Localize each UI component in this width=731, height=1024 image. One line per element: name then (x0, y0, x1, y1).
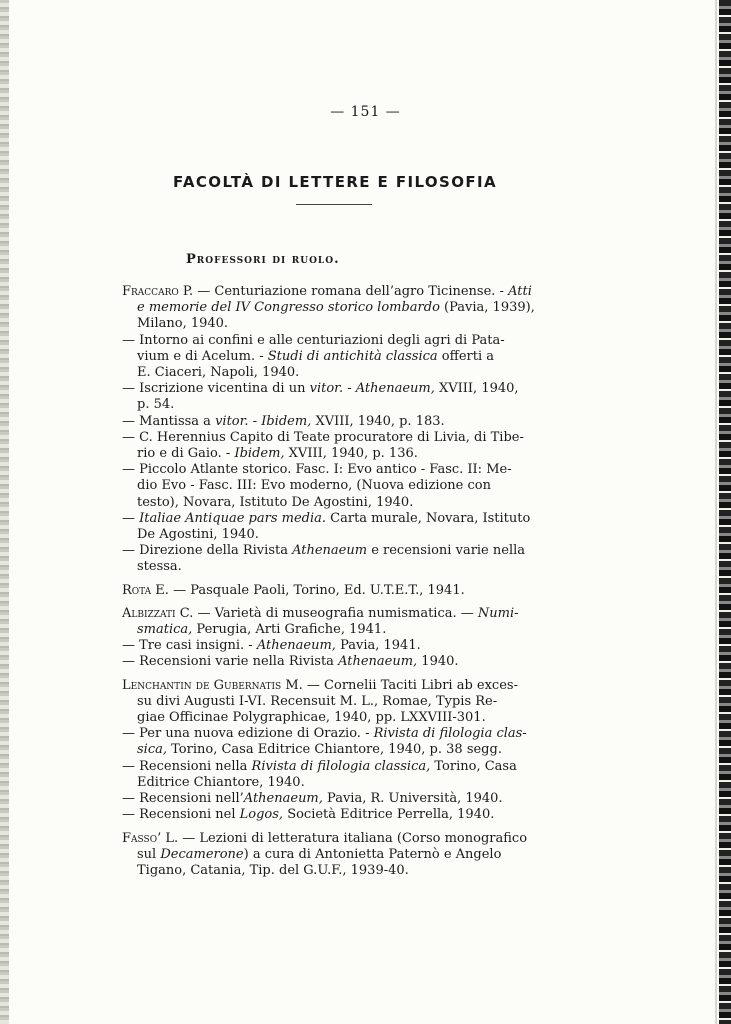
bib-text: — Pasquale Paoli, Torino, Ed. U.T.E.T., 1941. (168, 582, 465, 598)
bib-text: — Recensioni varie nella Rivista (122, 654, 339, 670)
bib-title: Ibidem, (234, 446, 285, 462)
bib-text: — Cornelii Taciti Libri ab exces- (302, 677, 518, 693)
bib-line (122, 622, 546, 638)
page-edge-shadow (715, 0, 717, 1024)
bib-line (122, 349, 546, 365)
bib-text: Pavia, 1941. (335, 638, 421, 654)
section-title: FACOLTÀ DI LETTERE E FILOSOFIA (172, 173, 498, 191)
bib-text: - (248, 413, 262, 429)
bib-line: giae Officinae Polygraphicae, 1940, pp. LXXVIII-301. (137, 710, 486, 726)
bib-text: — Tre casi insigni. - (122, 638, 257, 654)
bib-line: dio Evo - Fasc. III: Evo moderno, (Nuova edizione con (137, 478, 491, 494)
bib-text: — (122, 510, 140, 526)
bib-text: ) a cura di Antonietta Paternò e Angelo (243, 846, 502, 862)
bib-text: 1940. (417, 654, 459, 670)
bib-text: Carta murale, Novara, Istituto (326, 510, 531, 526)
bib-text: Società Editrice Perrella, 1940. (283, 807, 495, 823)
bib-line (122, 726, 546, 742)
bib-line: E. Ciaceri, Napoli, 1940. (137, 365, 300, 381)
author-name: Fasso’ L. (122, 830, 179, 846)
bib-text: Torino, Casa Editrice Chiantore, 1940, p. 38 segg. (167, 742, 502, 758)
bib-title: Rivista di filologia clas- (373, 726, 527, 742)
bib-text: rio e di Gaio. - (137, 446, 235, 462)
bib-text: Pavia, R. Università, 1940. (322, 791, 503, 807)
bib-line (122, 791, 546, 807)
bib-line: Tigano, Catania, Tip. del G.U.F., 1939-40. (137, 862, 409, 878)
bib-text: — Varietà di museografia numismatica. — (193, 605, 478, 621)
bib-line (122, 414, 546, 430)
bib-line: su divi Augusti I-VI. Recensuit M. L., Romae, Typis Re- (137, 693, 498, 709)
bib-line (122, 807, 546, 823)
bib-title: Decamerone (160, 846, 244, 862)
bib-line (122, 847, 546, 863)
bib-title: Athenaeum, (355, 381, 435, 397)
bib-line: — Intorno ai confini e alle centuriazioni degli agri di Pata- (122, 332, 505, 348)
bib-text: — Direzione della Rivista (122, 543, 293, 559)
bib-text: — Centuriazione romana dell’agro Ticinense. - (193, 284, 509, 299)
bib-line (122, 543, 546, 559)
bib-title: sica, (137, 742, 167, 758)
page-edge-left (0, 0, 9, 1024)
bib-line (122, 583, 546, 599)
bib-line: testo), Novara, Istituto De Agostini, 1940. (137, 494, 414, 510)
bib-title: e memorie del IV Congresso storico lombardo (137, 300, 440, 316)
entry-fasso (122, 831, 546, 880)
bib-text: (Pavia, 1939), (439, 300, 535, 316)
author-name: Fraccaro P. (122, 284, 194, 299)
bib-line: stessa. (137, 559, 182, 575)
bib-title: Athenaeum, (338, 654, 418, 670)
bib-line (122, 446, 546, 462)
bib-text: — Recensioni nell’ (122, 791, 244, 807)
subsection-heading: Professori di ruolo. (186, 252, 340, 267)
author-name: Rota E. (122, 582, 169, 598)
bib-line (122, 759, 546, 775)
bib-title: Numi- (477, 605, 519, 621)
bib-title: Athenaeum, (256, 638, 336, 654)
bib-line (122, 606, 546, 622)
author-name: Albizzati C. (122, 605, 194, 621)
bib-text: — Recensioni nel (122, 807, 240, 823)
bib-line: De Agostini, 1940. (137, 527, 259, 543)
bib-title: Studi di antichità classica (267, 348, 438, 364)
bib-line (122, 678, 546, 694)
bib-text: — Iscrizione vicentina di un (122, 381, 310, 397)
bib-line (122, 284, 546, 300)
bib-text: Perugia, Arti Grafiche, 1941. (192, 622, 387, 638)
bibliography-list (122, 284, 546, 886)
entry-lenchantin (122, 678, 546, 824)
bib-text: Torino, Casa (430, 758, 517, 774)
bib-title: Athenaeum (292, 543, 368, 559)
bib-line: Editrice Chiantore, 1940. (137, 774, 305, 790)
bib-title: Italiae Antiquae pars media. (139, 510, 327, 526)
bib-line (122, 831, 546, 847)
bib-text: e recensioni varie nella (367, 543, 526, 559)
bib-text: sul (137, 846, 161, 862)
bib-line: Milano, 1940. (137, 316, 229, 332)
bib-text: — Recensioni nella (122, 758, 252, 774)
entry-rota (122, 583, 546, 599)
page-edge-right (719, 0, 731, 1024)
bib-text: XVIII, 1940, (434, 381, 519, 397)
author-name: Lenchantin de Gubernatis M. (122, 677, 303, 693)
bib-line: p. 54. (137, 397, 175, 413)
bib-line (122, 300, 546, 316)
bib-title: vitor. (215, 413, 249, 429)
entry-fraccaro (122, 284, 546, 576)
bib-title: Athenaeum, (243, 791, 323, 807)
bib-text: XVIII, 1940, p. 136. (284, 446, 418, 462)
bib-line (122, 742, 546, 758)
bib-text: vium e di Acelum. - (137, 348, 268, 364)
bib-title: vitor. (309, 381, 344, 397)
bib-title: smatica, (137, 622, 193, 638)
bib-line (122, 654, 546, 670)
bib-line (122, 638, 546, 654)
bib-title: Atti (508, 284, 532, 299)
bib-text: XVIII, 1940, p. 183. (311, 413, 445, 429)
bib-text: offerti a (437, 348, 495, 364)
bib-line: — C. Herennius Capito di Teate procuratore di Livia, di Tibe- (122, 429, 524, 445)
bib-text: — Lezioni di letteratura italiana (Corso monografico (178, 830, 528, 846)
bib-title: Rivista di filologia classica, (251, 758, 431, 774)
bib-line: — Piccolo Atlante storico. Fasc. I: Evo antico - Fasc. II: Me- (122, 462, 512, 478)
title-divider (296, 204, 372, 205)
bib-title: Ibidem, (261, 413, 312, 429)
page-number: — 151 — (330, 104, 401, 120)
bib-line (122, 381, 546, 397)
bib-text: — Per una nuova edizione di Orazio. - (122, 726, 374, 742)
bib-title: Logos, (239, 807, 284, 823)
bib-text: - (343, 381, 356, 397)
entry-albizzati (122, 606, 546, 671)
bib-line (122, 511, 546, 527)
bib-text: — Mantissa a (122, 413, 216, 429)
